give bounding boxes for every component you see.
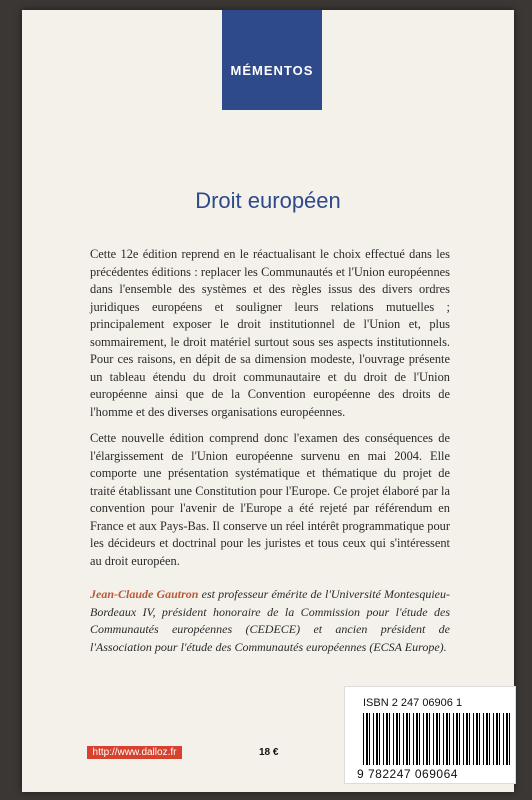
website-link[interactable]: http://www.dalloz.fr	[87, 746, 182, 759]
price: 18 €	[259, 747, 279, 758]
author-name: Jean-Claude Gautron	[90, 587, 199, 601]
series-label: MÉMENTOS	[230, 62, 314, 78]
author-bio	[90, 586, 450, 656]
barcode	[363, 713, 511, 765]
author-bio-text: est professeur émérite de l'Université Montesquieu-Bordeaux IV, président honoraire de la Commission pour l'étude des Communautés européennes (CEDECE) et ancien président de l'Association pour l'étude des Communautés européennes (ECSA Europe).	[90, 587, 450, 654]
description-paragraph-2: Cette nouvelle édition comprend donc l'examen des conséquences de l'élargissement de l'Union européenne survenu en mai 2004. Elle comporte une présentation systématique et thématique du projet de traité établissant une Constitution pour l'Europe. Ce projet élaboré par la convention pour l'avenir de l'Europe a été rejeté par référendum en France et aux Pays-Bas. Il conserve un réel intérêt programmatique pour les décideurs et doctrinal pour les juristes et tous ceux qui s'intéressent au droit européen.	[90, 431, 450, 568]
isbn-box	[344, 686, 516, 784]
isbn-label: ISBN 2 247 06906 1	[363, 697, 463, 709]
book-title: Droit européen	[195, 188, 341, 213]
series-badge	[222, 10, 322, 110]
barcode-number: 9 782247 069064	[357, 767, 458, 781]
description-paragraph-1: Cette 12e édition reprend en le réactualisant le choix effectué dans les précédentes éditions : replacer les Communautés et l'Union européennes dans l'ensemble des systèmes et des règles issus des divers ordres juridiques européens et souligner leurs relations mutuelles ; principalement exposer le droit institutionnel de l'Union et, plus sommairement, le droit matériel surtout sous ses aspects institutionnels. Pour ces raisons, en dépit de sa dimension modeste, l'ouvrage présente un tableau étendu du droit communautaire et du droit de l'Union européenne ainsi que de la Convention européenne des droits de l'homme et des diverses organisations européennes.	[90, 247, 450, 419]
book-back-cover	[22, 10, 514, 792]
